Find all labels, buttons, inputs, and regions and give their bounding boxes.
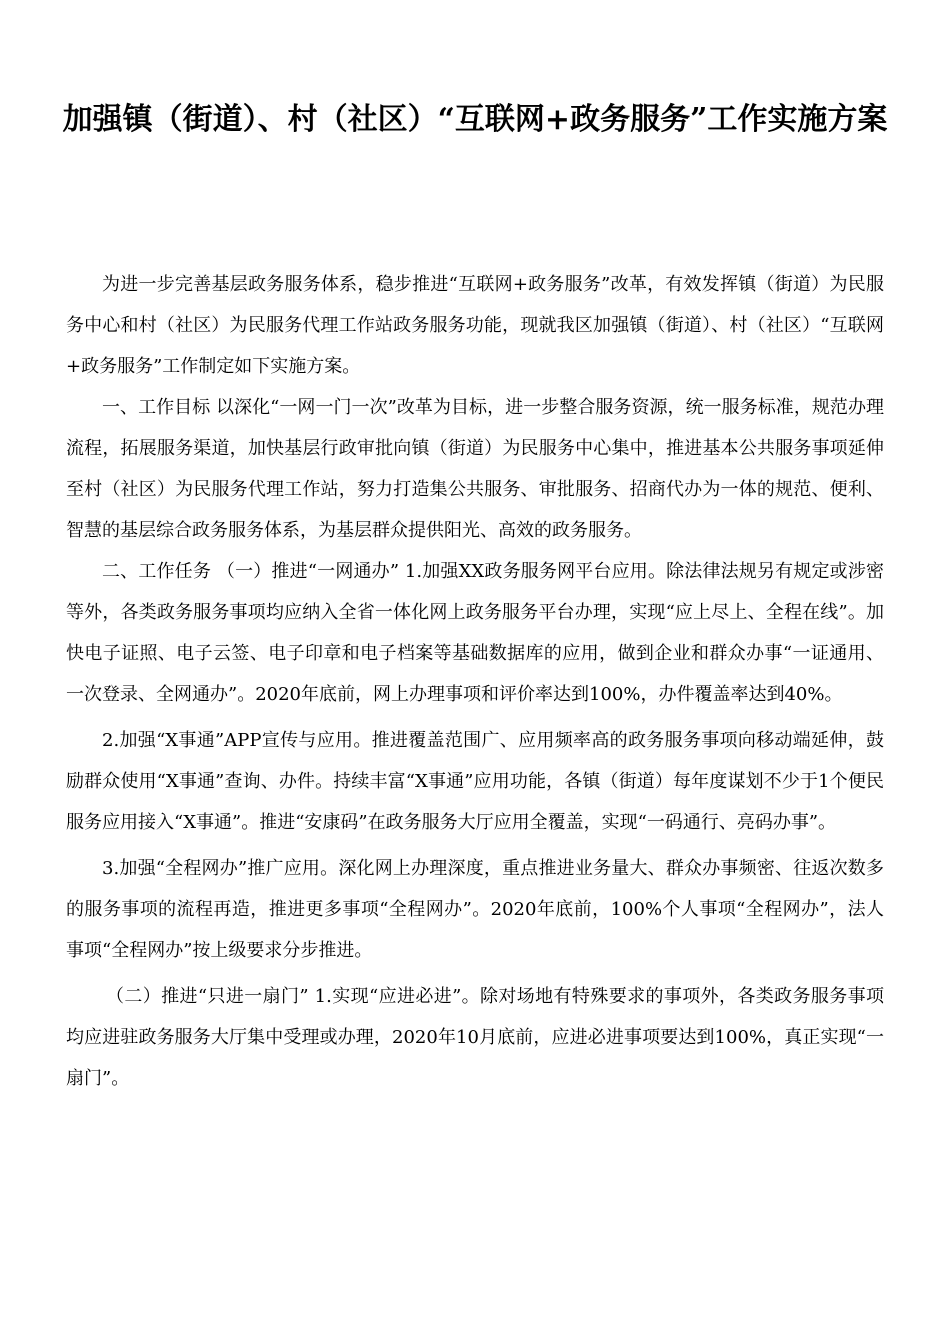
paragraph-intro: 为进一步完善基层政务服务体系，稳步推进“互联网+政务服务”改革，有效发挥镇（街道）为民服务中心和村（社区）为民服务代理工作站政务服务功能，现就我区加强镇（街道）、村（社区）“互联网+政务服务”工作制定如下实施方案。 — [66, 274, 884, 377]
paragraph-full-online: 3.加强“全程网办”推广应用。深化网上办理深度，重点推进业务量大、群众办事频密、往返次数多的服务事项的流程再造，推进更多事项“全程网办”。2020年底前，100%个人事项“全程网办”，法人事项“全程网办”按上级要求分步推进。 — [66, 858, 884, 961]
document-body — [66, 264, 884, 1099]
paragraph-work-goals: 一、工作目标 以深化“一网一门一次”改革为目标，进一步整合服务资源，统一服务标准，规范办理流程，拓展服务渠道，加快基层行政审批向镇（街道）为民服务中心集中，推进基本公共服务事项延伸至村（社区）为民服务代理工作站，努力打造集公共服务、审批服务、招商代办为一体的规范、便利、智慧的基层综合政务服务体系，为基层群众提供阳光、高效的政务服务。 — [66, 397, 884, 541]
paragraph-work-tasks: 二、工作任务 （一）推进“一网通办” 1.加强XX政务服务网平台应用。除法律法规另有规定或涉密等外，各类政务服务事项均应纳入全省一体化网上政务服务平台办理，实现“应上尽上、全程在线”。加快电子证照、电子云签、电子印章和电子档案等基础数据库的应用，做到企业和群众办事“一证通用、一次登录、全网通办”。2020年底前，网上办理事项和评价率达到100%，办件覆盖率达到40%。 — [66, 561, 884, 705]
paragraph-one-door: （二）推进“只进一扇门” 1.实现“应进必进”。除对场地有特殊要求的事项外，各类政务服务事项均应进驻政务服务大厅集中受理或办理，2020年10月底前，应进必进事项要达到100%，真正实现“一扇门”。 — [66, 986, 884, 1089]
document-title: 加强镇（街道）、村（社区）“互联网+政务服务”工作实施方案 — [62, 102, 888, 137]
paragraph-x-app: 2.加强“X事通”APP宣传与应用。推进覆盖范围广、应用频率高的政务服务事项向移动端延伸，鼓励群众使用“X事通”查询、办件。持续丰富“X事通”应用功能，各镇（街道）每年度谋划不少于1个便民服务应用接入“X事通”。推进“安康码”在政务服务大厅应用全覆盖，实现“一码通行、亮码办事”。 — [66, 730, 884, 833]
